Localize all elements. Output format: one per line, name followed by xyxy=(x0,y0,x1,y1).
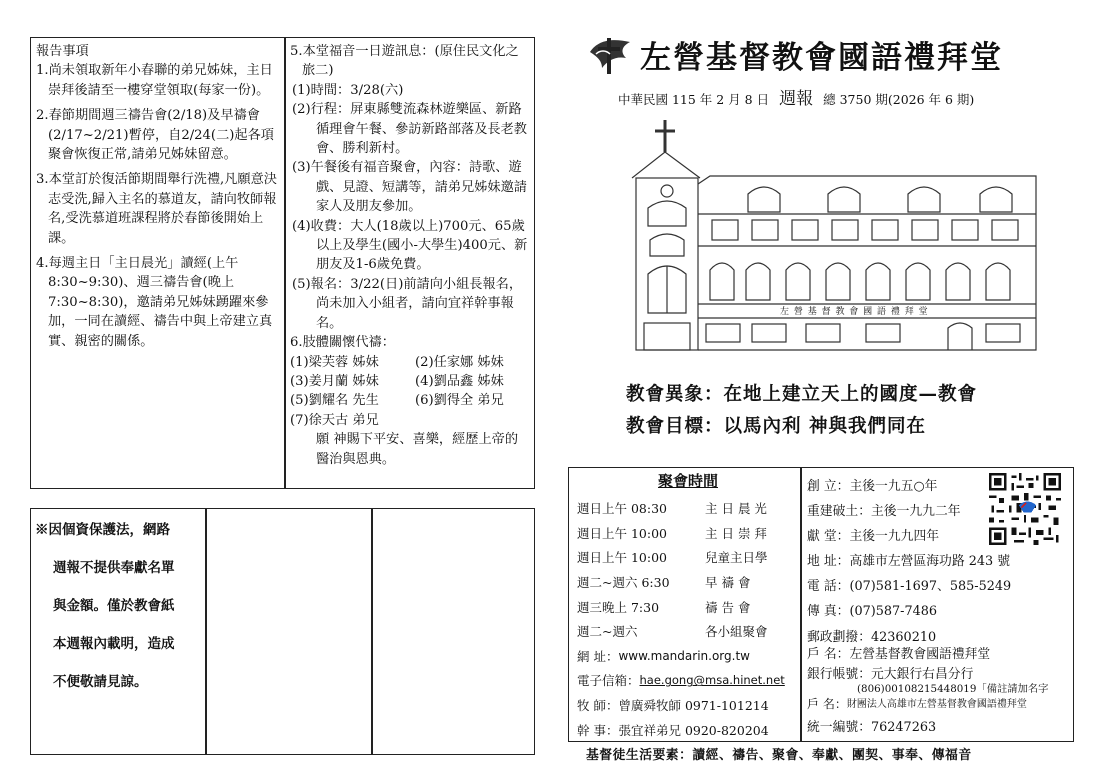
schedule-title: 聚會時間 xyxy=(657,472,718,490)
email-row: 電子信箱： hae.gong@msa.hinet.net xyxy=(577,673,785,689)
care-name: (3)姜月蘭 姊妹 xyxy=(290,373,379,389)
privacy-notice xyxy=(35,511,203,701)
care-name: (1)梁芙蓉 姊妹 xyxy=(290,354,379,370)
outing-column xyxy=(285,38,536,473)
website-row: 網 址： www.mandarin.org.tw xyxy=(577,648,750,664)
info-row: 地 址：高雄市左營區海功路 243 號 xyxy=(807,554,1010,569)
announcements-column xyxy=(31,38,284,355)
care-list xyxy=(290,353,531,431)
qr-code-icon xyxy=(989,472,1061,546)
schedule-row: 週二~週六 各小組聚會 xyxy=(577,624,768,640)
schedule-row: 週日上午 10:00 主 日 崇 拜 xyxy=(577,525,767,541)
staff-row: 幹 事：張宜祥弟兄 0920-820204 xyxy=(577,722,769,738)
schedule-row: 週日上午 10:00 兒童主日學 xyxy=(577,550,768,566)
info-row: 電 話：(07)581-1697、585-5249 xyxy=(807,579,1012,594)
church-logo-icon xyxy=(586,34,634,78)
info-row: 傳 真：(07)587-7486 xyxy=(807,604,938,619)
info-row: 獻 堂：主後一九九四年 xyxy=(807,529,940,544)
bank-account: 銀行帳號：元大銀行右昌分行 xyxy=(807,666,974,682)
care-name: (4)劉品鑫 姊妹 xyxy=(415,373,504,389)
footer-elements: 基督徒生活要素：讀經、禱告、聚會、奉獻、團契、事奉、傳福音 xyxy=(586,748,972,763)
prayer-text: 願 神賜下平安、喜樂，經歷上帝的醫治與恩典。 xyxy=(316,432,519,467)
bulletin-label: 週報 xyxy=(779,89,814,109)
care-title: 6.肢體關懷代禱： xyxy=(290,335,395,351)
notice-line: 週報不提供奉獻名單 xyxy=(53,560,175,576)
outing-line: (1)時間：3/28(六) xyxy=(292,82,404,98)
announcement-item: 4.每週主日「主日晨光」讀經(上午8:30~9:30)、週三禱告會(晚上7:30~8:30)，邀請弟兄姊妹踴躍來參加，一同在讀經、禱告中與上帝建立真實、親密的關係。 xyxy=(36,256,273,349)
announcement-item: 2.春節期間週三禱告會(2/18)及早禱會(2/17~2/21)暫停，自2/24(二)起各項聚會恢復正常,請弟兄姊妹留意。 xyxy=(36,108,274,163)
announcements-box xyxy=(30,37,535,489)
announcement-item: 1.尚未領取新年小春聯的弟兄姊妹，主日崇拜後請至一樓穿堂領取(每家一份)。 xyxy=(36,63,273,98)
column-divider xyxy=(371,509,373,754)
care-name: (5)劉耀名 先生 xyxy=(290,393,379,409)
church-building-illustration xyxy=(630,118,1052,352)
postal-account: 郵政劃撥：42360210 xyxy=(807,630,937,645)
info-row: 創 立：主後一九五○年 xyxy=(807,479,938,494)
outing-title: 5.本堂福音一日遊訊息：(原住民文化之旅二) xyxy=(290,44,519,79)
info-box xyxy=(568,467,1074,742)
postal-name: 戶 名：左營基督教會國語禮拜堂 xyxy=(807,647,991,662)
outing-line: (4)收費：大人(18歲以上)700元、65歲以上及學生(國小-大學生)400元、新朋友及1-6歲免費。 xyxy=(292,218,528,273)
tax-id: 統一編號：76247263 xyxy=(807,719,937,735)
notice-line: 與金額。僅於教會紙 xyxy=(53,598,175,614)
notice-line: 本週報內載明，造成 xyxy=(53,636,175,652)
church-vision: 教會異象：在地上建立天上的國度—教會 xyxy=(626,384,978,405)
column-divider xyxy=(800,468,802,741)
announcements-heading: 報告事項 xyxy=(36,44,89,59)
website-link[interactable]: www.mandarin.org.tw xyxy=(618,648,750,663)
schedule-row: 週日上午 08:30 主 日 晨 光 xyxy=(577,501,767,517)
church-goal: 教會目標：以馬內利 神與我們同在 xyxy=(626,416,926,437)
offering-box xyxy=(30,508,535,755)
notice-line: ※因個資保護法，網路 xyxy=(35,522,170,538)
schedule-column xyxy=(577,470,799,742)
schedule-row: 週二~週六 6:30 早 禱 會 xyxy=(577,575,751,591)
outing-line: (2)行程：屏東縣雙流森林遊樂區、新路循理會午餐、參訪新路部落及長老教會、勝利新村。 xyxy=(292,102,527,157)
care-name: (2)任家娜 姊妹 xyxy=(415,354,504,370)
info-row: 重建破土：主後一九九二年 xyxy=(807,504,961,519)
column-divider xyxy=(205,509,207,754)
announcement-item: 3.本堂訂於復活節期間舉行洗禮,凡願意決志受洗,歸入主名的慕道友，請向牧師報名,受洗慕道班課程將於春節後開始上課。 xyxy=(36,172,277,246)
bulletin-info xyxy=(618,84,974,109)
church-name: 左營基督教會國語禮拜堂 xyxy=(640,40,1003,76)
building-sign: 左 營 基 督 教 會 國 語 禮 拜 堂 xyxy=(780,307,929,317)
email-link[interactable]: hae.gong@msa.hinet.net xyxy=(639,673,785,688)
outing-line: (5)報名：3/22(日)前請向小組長報名，尚未加入小組者，請向宜祥幹事報名。 xyxy=(292,276,523,331)
bulletin-issue: 總 3750 期(2026 年 6 期) xyxy=(823,92,975,107)
pastor-row: 牧 師：曾廣舜牧師 0971-101214 xyxy=(577,698,769,714)
schedule-row: 週三晚上 7:30 禱 告 會 xyxy=(577,599,751,615)
bank-number: (806)00108215448019「備註請加名字 xyxy=(857,683,1049,695)
bank-name-row: 戶 名： 財團法人高雄市左營基督教會國語禮拜堂 xyxy=(807,696,1027,711)
bulletin-date: 中華民國 115 年 2 月 8 日 xyxy=(618,92,770,107)
outing-line: (3)午餐後有福音聚會，內容：詩歌、遊戲、見證、短講等，請弟兄姊妹邀請家人及朋友參加。 xyxy=(292,160,527,215)
care-name: (7)徐天古 弟兄 xyxy=(290,412,379,428)
notice-line: 不便敬請見諒。 xyxy=(53,674,148,690)
care-name: (6)劉得全 弟兄 xyxy=(415,393,504,409)
